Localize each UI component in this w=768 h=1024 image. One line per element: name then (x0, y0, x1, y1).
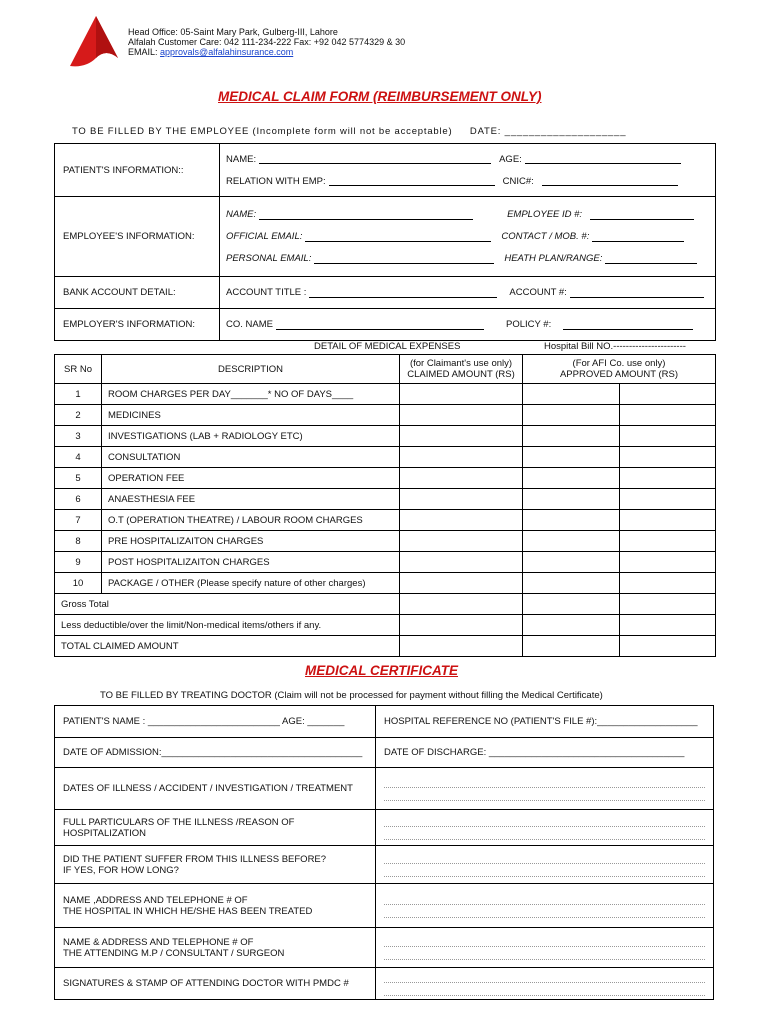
employee-id-label: EMPLOYEE ID #: (507, 209, 583, 220)
expense-approved-cell[interactable] (523, 489, 620, 510)
cert-answer-cell[interactable] (376, 846, 714, 884)
approved-note: (For AFI Co. use only) (572, 358, 666, 369)
expense-approved-cell-2[interactable] (620, 531, 716, 552)
expense-claimed-cell[interactable] (400, 531, 523, 552)
cert-patient-name[interactable]: PATIENT'S NAME : _________________________ AGE: _______ (55, 706, 376, 738)
expense-row (55, 468, 716, 489)
expense-claimed-cell[interactable] (400, 489, 523, 510)
employer-info-row (55, 309, 716, 341)
relation-label: RELATION WITH EMP: (226, 175, 326, 187)
patient-info-row (55, 144, 716, 197)
health-plan-field[interactable] (605, 254, 697, 264)
expense-approved-cell-2[interactable] (620, 405, 716, 426)
expense-approved-cell-2[interactable] (620, 384, 716, 405)
cert-question-line-1: NAME & ADDRESS AND TELEPHONE # OF (63, 936, 254, 948)
expense-sr: 1 (55, 384, 102, 405)
cert-question-line-2: IF YES, FOR HOW LONG? (63, 864, 179, 876)
cnic-field[interactable] (542, 176, 678, 186)
expense-approved-cell-2[interactable] (620, 552, 716, 573)
gross-total-label: Gross Total (55, 594, 400, 615)
total-approved-cell[interactable] (523, 636, 620, 657)
col-sr-header: SR No (55, 355, 102, 384)
expense-claimed-cell[interactable] (400, 510, 523, 531)
answer-line (384, 829, 705, 840)
expense-description: INVESTIGATIONS (LAB + RADIOLOGY ETC) (102, 426, 400, 447)
expense-row (55, 447, 716, 468)
expense-description: O.T (OPERATION THEATRE) / LABOUR ROOM CHARGES (102, 510, 400, 531)
total-claimed-label: TOTAL CLAIMED AMOUNT (55, 636, 400, 657)
expense-sr: 2 (55, 405, 102, 426)
certificate-title: MEDICAL CERTIFICATE (305, 663, 459, 678)
expense-approved-cell-2[interactable] (620, 510, 716, 531)
employee-instruction (72, 126, 626, 137)
expense-row (55, 573, 716, 594)
total-claimed-row (55, 636, 716, 657)
answer-line (384, 936, 705, 947)
email-line (128, 47, 405, 57)
expense-claimed-cell[interactable] (400, 573, 523, 594)
cert-answer-cell[interactable] (376, 968, 714, 1000)
bank-info-fields (220, 277, 716, 309)
less-deductible-approved-cell[interactable] (523, 615, 620, 636)
expense-description: ANAESTHESIA FEE (102, 489, 400, 510)
cert-question-line-1: NAME ,ADDRESS AND TELEPHONE # OF (63, 894, 248, 906)
cert-question-line-1: DID THE PATIENT SUFFER FROM THIS ILLNESS BEFORE? (63, 853, 327, 865)
cert-question-line-2: THE HOSPITAL IN WHICH HE/SHE HAS BEEN TREATED (63, 905, 313, 917)
cert-question (55, 846, 376, 884)
cert-dates-row (55, 738, 714, 768)
total-claimed-cell[interactable] (400, 636, 523, 657)
patient-name-line (226, 148, 709, 170)
personal-email-label: PERSONAL EMAIL: (226, 253, 312, 264)
expense-claimed-cell[interactable] (400, 552, 523, 573)
policy-field[interactable] (563, 320, 693, 330)
expense-description: PACKAGE / OTHER (Please specify nature of other charges) (102, 573, 400, 594)
certificate-instruction: TO BE FILLED BY TREATING DOCTOR (Claim will not be processed for payment without filling the Medical Certificate) (100, 690, 603, 701)
answer-line (384, 866, 705, 877)
medical-expenses-table (54, 354, 716, 657)
answer-line (384, 985, 705, 996)
cert-question-row (55, 768, 714, 810)
expense-approved-cell[interactable] (523, 510, 620, 531)
health-plan-label: HEATH PLAN/RANGE: (504, 253, 603, 264)
less-deductible-claimed-cell[interactable] (400, 615, 523, 636)
col-description-header: DESCRIPTION (102, 355, 400, 384)
employee-info-row (55, 197, 716, 277)
expense-row (55, 384, 716, 405)
gross-total-claimed-cell[interactable] (400, 594, 523, 615)
expense-description: MEDICINES (102, 405, 400, 426)
less-deductible-label: Less deductible/over the limit/Non-medical items/others if any. (55, 615, 400, 636)
expense-row (55, 510, 716, 531)
employee-info-label: EMPLOYEE'S INFORMATION: (55, 197, 220, 277)
account-no-field[interactable] (570, 288, 704, 298)
cert-answer-cell[interactable] (376, 768, 714, 810)
cert-question-line-2: THE ATTENDING M.P / CONSULTANT / SURGEON (63, 947, 285, 959)
expense-claimed-cell[interactable] (400, 468, 523, 489)
expense-row (55, 405, 716, 426)
col-claimed-header (400, 355, 523, 384)
contact-field[interactable] (592, 232, 684, 242)
expense-approved-cell[interactable] (523, 384, 620, 405)
employee-name-label: NAME: (226, 209, 257, 220)
expense-row (55, 489, 716, 510)
gross-total-approved-cell-2[interactable] (620, 594, 716, 615)
cert-answer-cell[interactable] (376, 884, 714, 928)
medical-certificate-table (54, 705, 714, 1000)
expense-approved-cell[interactable] (523, 468, 620, 489)
bank-line (226, 282, 709, 304)
account-title-label: ACCOUNT TITLE : (226, 287, 307, 298)
cert-question-row (55, 968, 714, 1000)
cnic-label: CNIC#: (502, 175, 534, 187)
employee-info-fields (220, 197, 716, 277)
cert-question (55, 810, 376, 846)
patient-name-field[interactable] (259, 154, 491, 164)
employee-info-table (54, 143, 716, 341)
personal-email-line (226, 248, 709, 270)
cert-question-line-1: FULL PARTICULARS OF THE ILLNESS /REASON OF (63, 816, 295, 828)
expenses-header-row (55, 355, 716, 384)
cert-answer-cell[interactable] (376, 810, 714, 846)
answer-line (384, 777, 705, 788)
bank-info-label: BANK ACCOUNT DETAIL: (55, 277, 220, 309)
patient-name-label: NAME: (226, 153, 257, 165)
approved-label: APPROVED AMOUNT (RS) (559, 369, 679, 380)
expense-approved-cell-2[interactable] (620, 468, 716, 489)
official-email-field[interactable] (305, 232, 491, 242)
expense-approved-cell-2[interactable] (620, 447, 716, 468)
answer-line (384, 907, 705, 918)
cert-hospital-ref[interactable]: HOSPITAL REFERENCE NO (PATIENT'S FILE #):___________________ (376, 706, 714, 738)
col-approved-header (523, 355, 716, 384)
relation-field[interactable] (329, 176, 495, 186)
expense-approved-cell[interactable] (523, 405, 620, 426)
patient-info-fields (220, 144, 716, 197)
expense-approved-cell-2[interactable] (620, 489, 716, 510)
cert-question (55, 884, 376, 928)
less-deductible-approved-cell-2[interactable] (620, 615, 716, 636)
expense-description: OPERATION FEE (102, 468, 400, 489)
form-title: MEDICAL CLAIM FORM (REIMBURSEMENT ONLY) (218, 89, 542, 104)
company-header (128, 27, 405, 57)
employer-line (226, 314, 709, 336)
employer-info-fields (220, 309, 716, 341)
expense-rows (55, 384, 716, 594)
email-label: EMAIL: (128, 47, 158, 57)
official-email-label: OFFICIAL EMAIL: (226, 231, 303, 242)
co-name-label: CO. NAME (226, 319, 273, 330)
hospital-bill-no[interactable]: Hospital Bill NO.----------------------- (544, 341, 686, 352)
expense-approved-cell[interactable] (523, 447, 620, 468)
expense-approved-cell[interactable] (523, 426, 620, 447)
answer-line (384, 816, 705, 827)
cert-answer-cell[interactable] (376, 928, 714, 968)
employee-instruction-text: TO BE FILLED BY THE EMPLOYEE (Incomplete form will not be acceptable) (72, 126, 453, 137)
expense-sr: 8 (55, 531, 102, 552)
cert-question-line-2: HOSPITALIZATION (63, 827, 147, 839)
personal-email-field[interactable] (314, 254, 494, 264)
cert-question (55, 928, 376, 968)
cert-question-row (55, 846, 714, 884)
answer-line (384, 853, 705, 864)
cert-question-row (55, 810, 714, 846)
expense-description: CONSULTATION (102, 447, 400, 468)
patient-age-label: AGE: (499, 153, 522, 165)
cert-question-line-1: DATES OF ILLNESS / ACCIDENT / INVESTIGATION / TREATMENT (63, 783, 353, 794)
cert-admission[interactable]: DATE OF ADMISSION:______________________________________ (55, 738, 376, 768)
cert-question (55, 968, 376, 1000)
head-office-text: Head Office: 05-Saint Mary Park, Gulberg-III, Lahore (128, 27, 338, 37)
cert-patient-row (55, 706, 714, 738)
account-no-label: ACCOUNT #: (509, 287, 567, 298)
cert-question-line-1: SIGNATURES & STAMP OF ATTENDING DOCTOR WITH PMDC # (63, 978, 349, 989)
answer-line (384, 949, 705, 960)
expense-claimed-cell[interactable] (400, 405, 523, 426)
employee-name-line (226, 204, 709, 226)
cert-question (55, 768, 376, 810)
claimed-note: (for Claimant's use only) (409, 358, 513, 369)
claimed-label: CLAIMED AMOUNT (RS) (407, 369, 515, 380)
expense-sr: 6 (55, 489, 102, 510)
expense-claimed-cell[interactable] (400, 384, 523, 405)
email-link[interactable]: approvals@alfalahinsurance.com (160, 47, 294, 57)
expense-approved-cell-2[interactable] (620, 426, 716, 447)
policy-label: POLICY #: (505, 319, 552, 330)
red-heart-arrow-logo-icon (66, 14, 120, 70)
answer-line (384, 790, 705, 801)
expense-row (55, 426, 716, 447)
expense-sr: 10 (55, 573, 102, 594)
official-email-line (226, 226, 709, 248)
cert-question-rows (55, 768, 714, 1000)
expense-approved-cell[interactable] (523, 573, 620, 594)
expense-claimed-cell[interactable] (400, 426, 523, 447)
employee-id-field[interactable] (590, 210, 694, 220)
expenses-title: DETAIL OF MEDICAL EXPENSES (314, 341, 461, 352)
cert-discharge[interactable]: DATE OF DISCHARGE: _____________________________________ (376, 738, 714, 768)
patient-relation-line (226, 170, 709, 192)
cert-question-row (55, 928, 714, 968)
expense-approved-cell[interactable] (523, 552, 620, 573)
customer-care-text: Alfalah Customer Care: 042 111-234-222 Fax: +92 042 5774329 & 30 (128, 37, 406, 47)
co-name-field[interactable] (276, 320, 484, 330)
date-field[interactable]: DATE: ____________________ (469, 126, 627, 137)
expense-description: ROOM CHARGES PER DAY_______* NO OF DAYS____ (102, 384, 400, 405)
expense-sr: 4 (55, 447, 102, 468)
expense-row (55, 531, 716, 552)
answer-line (384, 894, 705, 905)
expense-sr: 9 (55, 552, 102, 573)
gross-total-approved-cell[interactable] (523, 594, 620, 615)
expense-approved-cell[interactable] (523, 531, 620, 552)
cert-question-row (55, 884, 714, 928)
gross-total-row (55, 594, 716, 615)
account-title-field[interactable] (309, 288, 497, 298)
employer-info-label: EMPLOYER'S INFORMATION: (55, 309, 220, 341)
expense-sr: 3 (55, 426, 102, 447)
patient-info-label: PATIENT'S INFORMATION:: (55, 144, 220, 197)
expense-row (55, 552, 716, 573)
patient-age-field[interactable] (525, 154, 681, 164)
expense-claimed-cell[interactable] (400, 447, 523, 468)
bank-info-row (55, 277, 716, 309)
total-approved-cell-2[interactable] (620, 636, 716, 657)
answer-line (384, 972, 705, 983)
expense-sr: 7 (55, 510, 102, 531)
expense-approved-cell-2[interactable] (620, 573, 716, 594)
expense-description: POST HOSPITALIZAITON CHARGES (102, 552, 400, 573)
less-deductible-row (55, 615, 716, 636)
contact-label: CONTACT / MOB. #: (501, 231, 590, 242)
expense-sr: 5 (55, 468, 102, 489)
expense-description: PRE HOSPITALIZAITON CHARGES (102, 531, 400, 552)
employee-name-field[interactable] (259, 210, 473, 220)
